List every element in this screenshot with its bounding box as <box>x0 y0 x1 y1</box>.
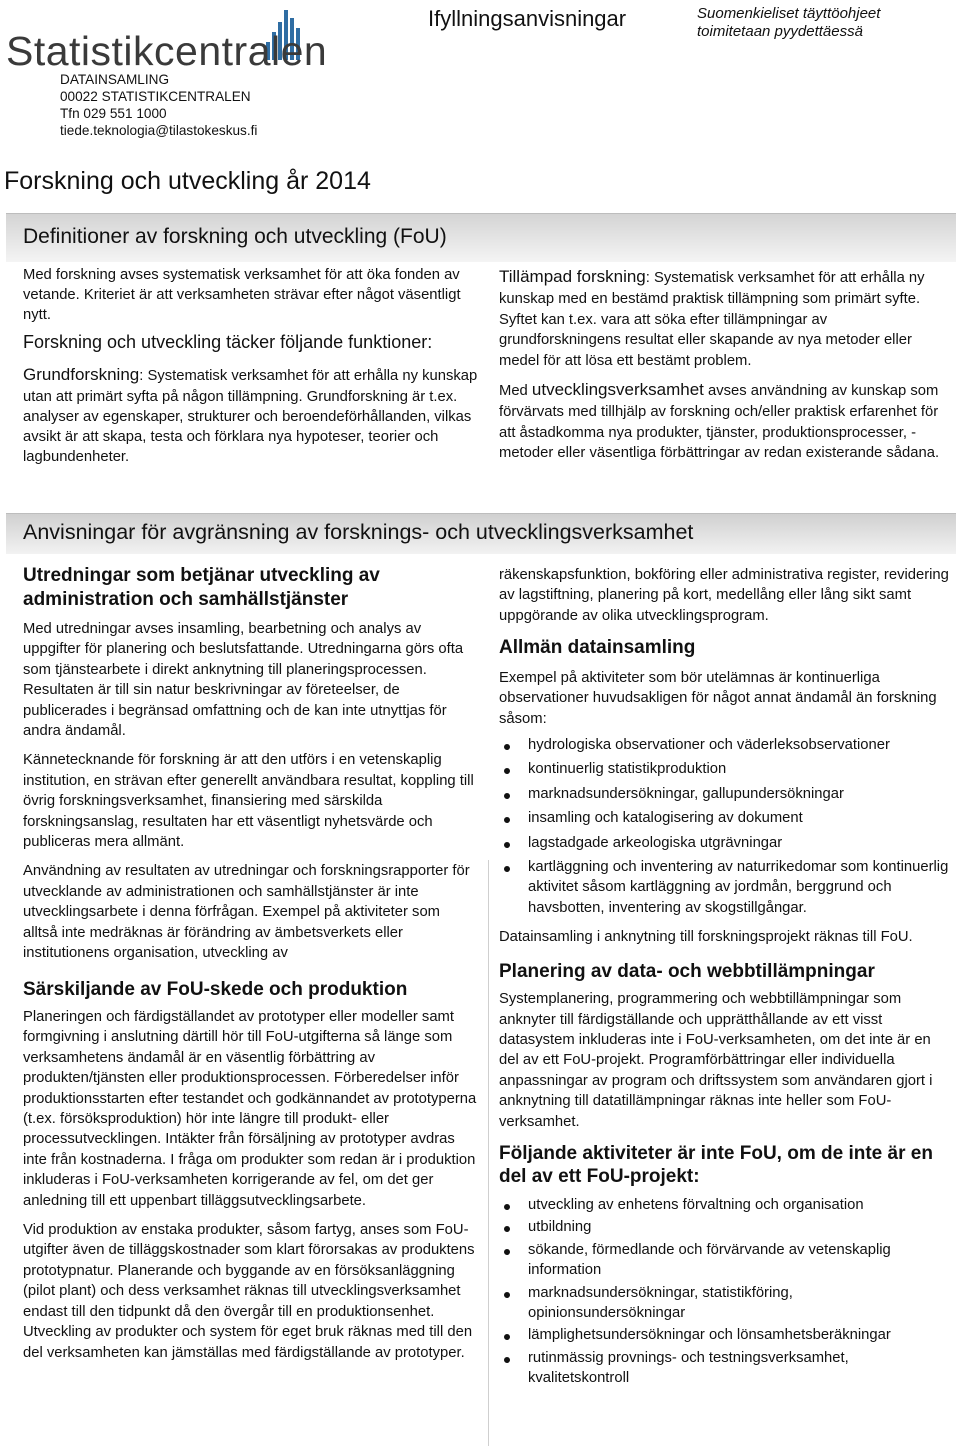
data-applications-text: Systemplanering, programmering och webbtillämpningar som anknyter till färdigställande och upprätthållande av ett visst datasystem inkluderas inte i FoU-verksamheten, om det inte är en del av ett FoU-projekt. Programförbättringar eller individuella anpassningar av program och driftssystem som användaren gjort i anknytning till datatillämpningar räknas inte heller som FoU-verksamhet. <box>499 991 933 1130</box>
list-item <box>499 1240 949 1281</box>
data-collection-note: Datainsamling i anknytning till forskningsprojekt räknas till FoU. <box>499 929 913 946</box>
definition-development <box>499 378 949 464</box>
logo-wordmark: Statistikcentralen <box>6 28 328 74</box>
data-collection-list <box>499 735 949 918</box>
definitions-right-column <box>499 265 949 473</box>
investigations-p3: Användning av resultaten av utredningar och forskningsrapporter för utvecklande av administrationen och samhällstjänster är inte utvecklingsarbete i denna förfrågan. Exempel på aktiviteter som alltså inte medräknas är förändring av ämbetsverkets eller institutionens organisation, utveckling av <box>23 863 470 962</box>
language-note-line1: Suomenkieliset täyttöohjeet <box>697 5 881 22</box>
list-item-text: lagstadgade arkeologiska utgrävningar <box>528 834 783 851</box>
heading-not-rd: Följande aktiviteter är inte FoU, om de inte är en del av ett FoU-projekt: <box>499 1142 933 1188</box>
bullet-icon <box>504 1204 510 1210</box>
list-item-text: marknadsundersökningar, statistikföring, opinionsundersökningar <box>528 1284 793 1321</box>
heading-separation: Särskiljande av FoU-skede och produktion <box>23 978 408 1000</box>
heading-data-applications: Planering av data- och webbtillämpningar <box>499 960 875 982</box>
definitions-title: Definitioner av forskning och utveckling (FoU) <box>23 225 447 248</box>
list-item-text: marknadsundersökningar, gallupundersökningar <box>528 785 844 802</box>
list-item <box>499 1217 949 1237</box>
list-item <box>499 833 949 853</box>
bullet-icon <box>504 1292 510 1298</box>
bullet-icon <box>504 1334 510 1340</box>
contact-block <box>60 71 257 139</box>
basic-research-term: Grundforskning <box>23 365 140 384</box>
list-item <box>499 759 949 779</box>
investigations-p2: Kännetecknande för forskning är att den utförs i en vetenskaplig institution, en strävan efter generellt användbara resultat, koppling till övrig forskningsverksamhet, finansiering med särskilda forskningsanslag, resultaten har ett väsentligt nyhetsvärde och publiceras mera allmänt. <box>23 752 474 851</box>
list-item <box>499 735 949 755</box>
bullet-icon <box>504 768 510 774</box>
list-item-text: lämplighetsundersökningar och lönsamhetsberäkningar <box>528 1327 891 1344</box>
contact-phone: Tfn 029 551 1000 <box>60 106 167 121</box>
list-item <box>499 1283 949 1324</box>
separation-p2: Vid produktion av enstaka produkter, såsom fartyg, anses som FoU-utgifter även de tilläggskostnader som klart förorsakas av produktens prototypnatur. Planerande och byggande av en försöksanläggning (pilot plant) och dess verksamhet räknas till utvecklingsverksamhet endast till den tidpunkt då den övergår till en produktionsenhet. Utveckling av produkter och system för eget bruk räknas med till den del verksamheten kan jämställas med färdigställande av prototyper. <box>23 1222 475 1361</box>
development-text: avses användning av kunskap som förvärvats med tillhjälp av forskning och/eller praktisk erfarenhet för att åstadkomma nya produkter, tjänster, produktionsprocesser, -metoder eller väsentliga förbättringar av redan existerande sådana. <box>499 382 940 462</box>
list-item-text: hydrologiska observationer och väderleksobservationer <box>528 736 890 753</box>
list-item-text: utveckling av enhetens förvaltning och organisation <box>528 1196 864 1213</box>
contact-email[interactable]: tiede.teknologia@tilastokeskus.fi <box>60 123 258 138</box>
list-item <box>499 1348 949 1389</box>
investigations-p1: Med utredningar avses insamling, bearbetning och analys av uppgifter för planering och beslutsfattande. Utredningarna görs ofta som tjänstearbete i direkt anknytning till planeringsprocessen. Resultaten är till sin natur beskrivningar av företeelser, de publicerades i begränsad omfattning och de kan inte utnyttjas för andra ändamål. <box>23 621 464 740</box>
not-rd-list <box>499 1195 949 1389</box>
list-item-text: kartläggning och inventering av naturrikedomar som kontinuerlig aktivitet såsom kartläggning av jordmån, berggrund och havsbotten, inventering av skogstillgångar. <box>528 858 949 916</box>
heading-data-collection: Allmän datainsamling <box>499 637 696 659</box>
bullet-icon <box>504 866 510 872</box>
list-item-text: rutinmässig provnings- och testningsverksamhet, kvalitetskontroll <box>528 1349 849 1387</box>
functions-lead: Forskning och utveckling täcker följande funktioner: <box>23 332 433 352</box>
list-item-text: insamling och katalogisering av dokument <box>528 810 803 827</box>
list-item <box>499 1195 949 1215</box>
list-item <box>499 857 949 918</box>
list-item-text: utbildning <box>528 1219 592 1236</box>
applied-research-term: Tillämpad forskning <box>499 267 646 286</box>
guidelines-left-column <box>23 564 478 1372</box>
language-note-line2: toimitetaan pyydettäessä <box>697 23 863 40</box>
language-note <box>697 5 880 41</box>
development-term: utvecklingsverksamhet <box>531 379 704 399</box>
definition-applied-research <box>499 265 949 372</box>
list-item-text: kontinuerlig statistikproduktion <box>528 761 727 778</box>
document-type-title: Ifyllningsanvisningar <box>428 6 627 31</box>
contact-dept: DATAINSAMLING <box>60 72 170 87</box>
list-item <box>499 808 949 828</box>
bullet-icon <box>504 744 510 750</box>
development-pre: Med <box>499 382 532 399</box>
bullet-icon <box>504 817 510 823</box>
definition-basic-research <box>23 363 478 467</box>
page-title: Forskning och utveckling år 2014 <box>4 167 371 195</box>
guidelines-title: Anvisningar för avgränsning av forsknings- och utvecklingsverksamhet <box>23 520 694 544</box>
separation-p1: Planeringen och färdigställandet av prototyper eller modeller samt formgivning i anslutning därtill hör till FoU-utgifterna så länge som verksamhetens ändamål är en väsentlig förbättring av produkten/tjänsten eller produktionsprocessen. Förberedelser inför produktionsstarten efter testandet och godkännandet av prototyperna (t.ex. försöksproduktion) hör inte längre till produkt- eller processutvecklingen. Intäkter från försäljning av prototyper avdras inte från kostnaderna. I fråga om produkter som redan är i produktion inkluderas i FoU-verksamheten korrigerande av fel, om det ger anledning till ett uppenbart tilläggsutvecklingsarbete. <box>23 1009 477 1209</box>
guidelines-right-column <box>499 565 949 1389</box>
list-item <box>499 784 949 804</box>
list-item-text: sökande, förmedlande och förvärvande av vetenskaplig information <box>528 1241 891 1279</box>
investigations-continued: räkenskapsfunktion, bokföring eller administrativa register, revidering av lagstiftning, planering på kort, medellång eller lång sikt samt uppgörande av olika utvecklingsprogram. <box>499 567 949 624</box>
data-collection-intro: Exempel på aktiviteter som bör utelämnas är kontinuerliga observationer huvudsakligen för något annat ändamål än forskning såsom: <box>499 669 937 727</box>
bullet-icon <box>504 1249 510 1255</box>
definition-research: Med forskning avses systematisk verksamhet för att öka fonden av vetande. Kriteriet är att verksamheten strävar efter något väsentligt nytt. <box>23 267 461 323</box>
bullet-icon <box>504 1357 510 1363</box>
list-item <box>499 1325 949 1345</box>
contact-address: 00022 STATISTIKCENTRALEN <box>60 89 251 104</box>
bullet-icon <box>504 1226 510 1232</box>
column-divider <box>488 860 489 1446</box>
applied-research-text: : Systematisk verksamhet för att erhålla ny kunskap med en bestämd praktisk tillämpning som primärt syfte. Syftet kan t.ex. vara att söka efter tillämpningar av grundforskningens resultat eller skapande av nya metoder eller medel för att lösa ett bestämt problem. <box>499 270 925 370</box>
definitions-left-column <box>23 265 478 476</box>
bullet-icon <box>504 842 510 848</box>
bullet-icon <box>504 793 510 799</box>
basic-research-text: : Systematisk verksamhet för att erhålla ny kunskap utan att primärt syfta på någon tillämpning. Grundforskning är t.ex. analyser av egenskaper, strukturer och beroendeförhållanden, vilkas avsikt är att skapa, testa och förklara nya hypoteser, teorier och lagbundenheter. <box>23 368 478 465</box>
heading-investigations: Utredningar som betjänar utveckling av administration och samhällstjänster <box>23 565 380 610</box>
